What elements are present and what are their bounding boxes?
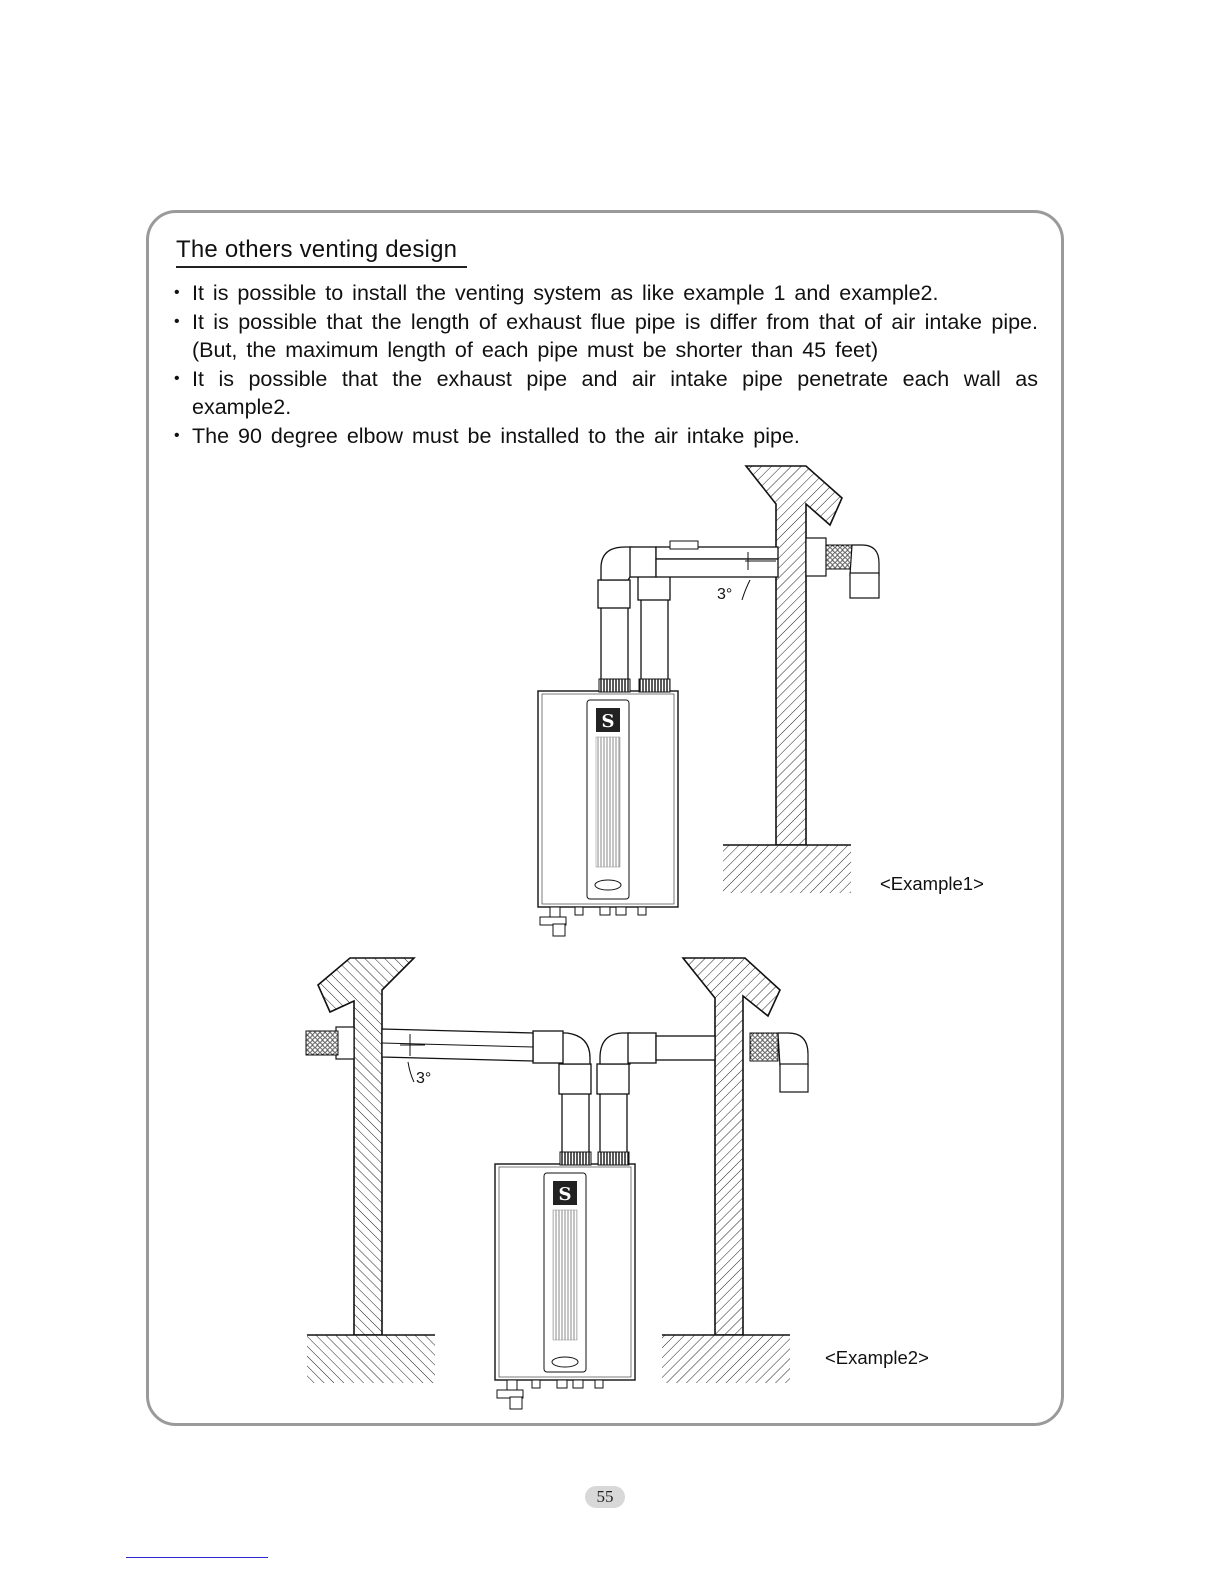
water-heater-icon [495, 1164, 635, 1409]
wall-icon [746, 466, 842, 845]
page-number: 55 [585, 1486, 625, 1508]
left-wall-icon [318, 958, 414, 1335]
bullet-item-1: • It is possible to install the venting system as like example 1 and example2. [172, 279, 1038, 308]
left-ground-icon [307, 1335, 435, 1383]
example2-caption: <Example2> [825, 1347, 929, 1368]
section-title: The others venting design [176, 236, 467, 268]
right-ground-icon [662, 1335, 790, 1383]
svg-text:S: S [601, 711, 615, 732]
footer-rule [126, 1557, 268, 1558]
bullet-item-4: • The 90 degree elbow must be installed to the air intake pipe. [172, 422, 1038, 451]
slope-angle-label: 3° [416, 1070, 432, 1087]
ground-icon [723, 845, 851, 893]
svg-text:S: S [558, 1184, 572, 1205]
bullet-item-2: • It is possible that the length of exhaust flue pipe is differ from that of air intake pipe. (But, the maximum length of each pipe must be shorter than 45 feet) [172, 308, 1038, 365]
right-wall-icon [683, 958, 780, 1335]
water-heater-icon [538, 691, 678, 936]
slope-angle-label: 3° [717, 586, 733, 603]
bullet-item-3: • It is possible that the exhaust pipe and air intake pipe penetrate each wall as example2. [172, 365, 1038, 422]
example1-diagram [538, 466, 879, 936]
example1-caption: <Example1> [880, 873, 984, 894]
example2-diagram [306, 958, 808, 1409]
